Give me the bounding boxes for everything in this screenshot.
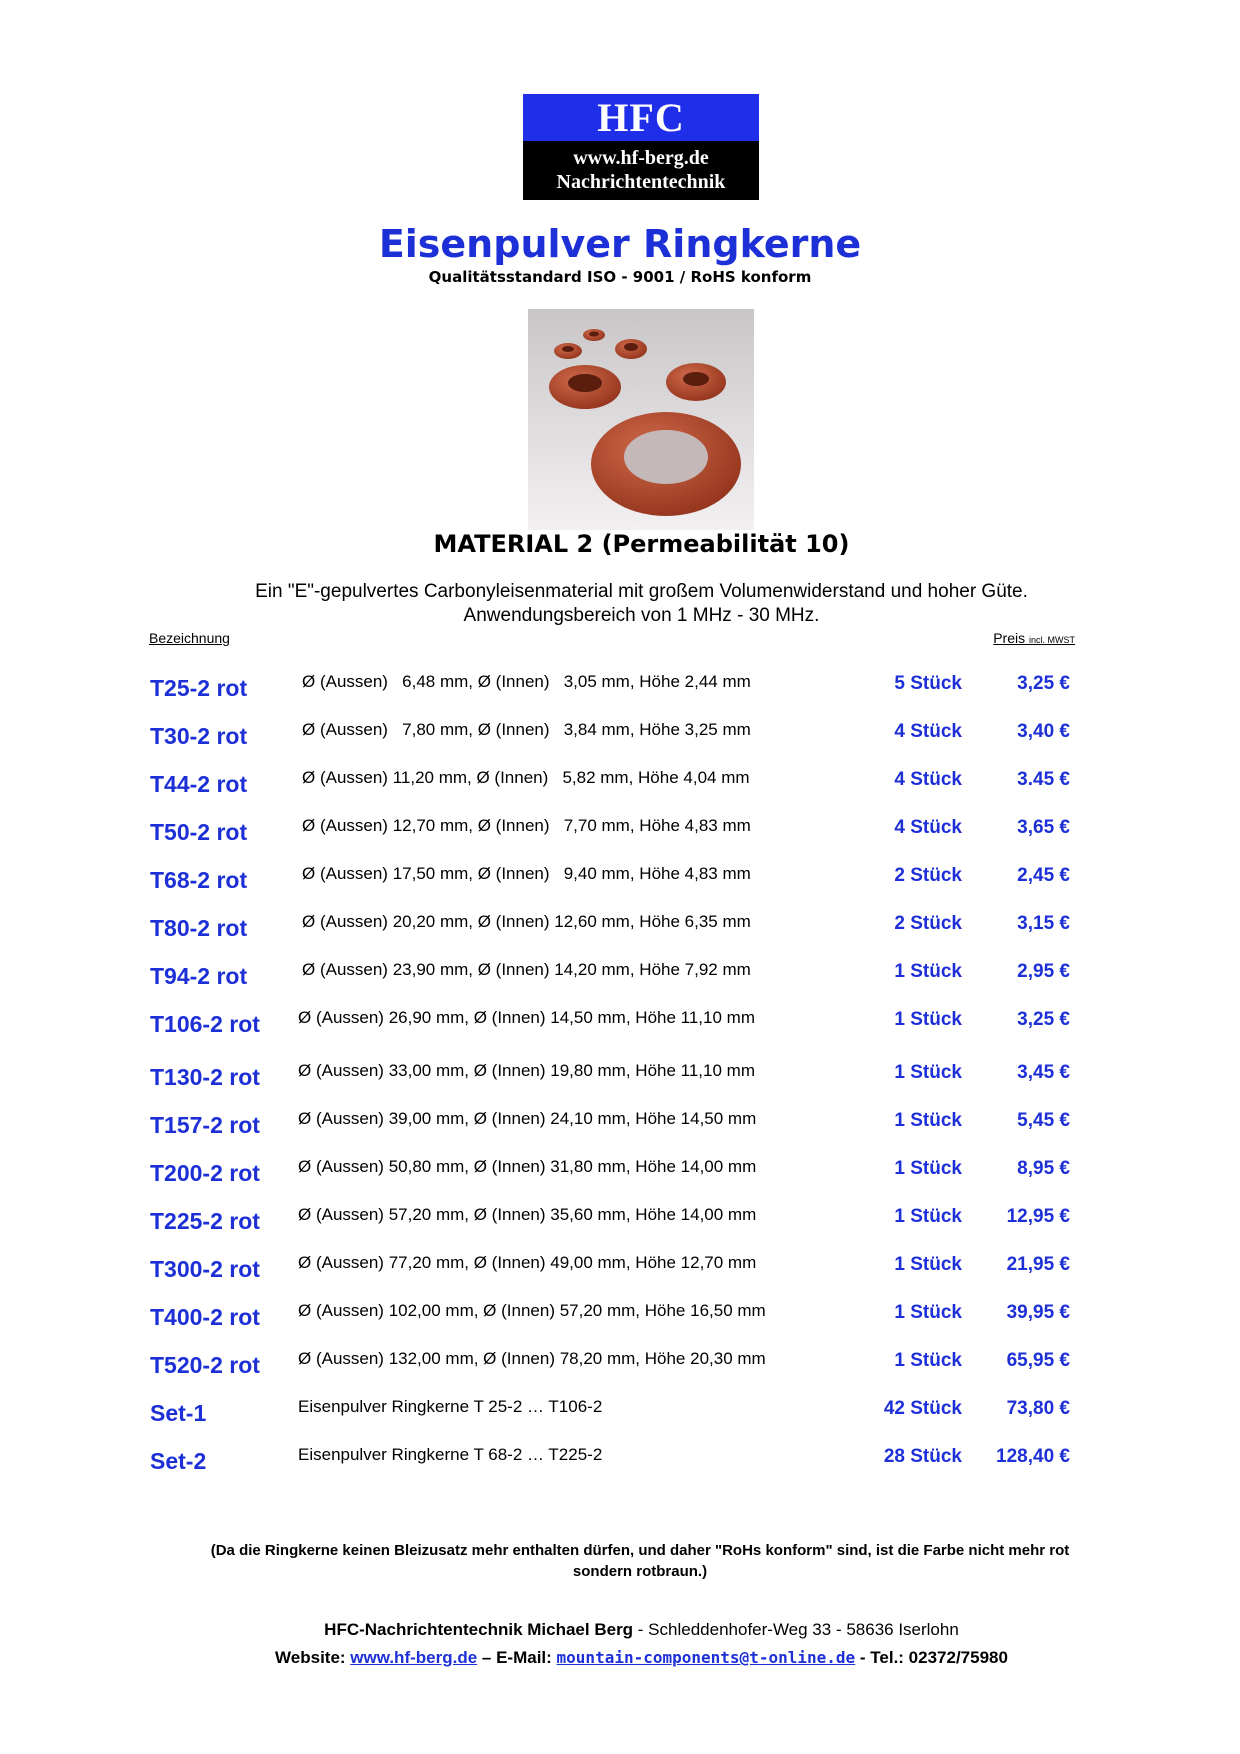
product-quantity: 1 Stück [894,1302,962,1323]
product-name: T50-2 rot [150,819,248,845]
product-quantity: 1 Stück [894,1206,962,1227]
table-row [0,912,1240,945]
note-line-1: (Da die Ringkerne keinen Bleizusatz mehr enthalten dürfen, und daher "RoHs konform" sind, ist die Farbe nicht mehr rot [210,1542,1070,1559]
product-price: 3,65 € [1017,817,1070,838]
footer-company: HFC-Nachrichtentechnik Michael Berg [324,1620,634,1639]
description-line-2: Anwendungsbereich von 1 MHz - 30 MHz. [463,605,820,626]
product-dimensions: Ø (Aussen) 23,90 mm, Ø (Innen) 14,20 mm, Höhe 7,92 mm [302,960,751,979]
product-dimensions: Ø (Aussen) 26,90 mm, Ø (Innen) 14,50 mm, Höhe 11,10 mm [298,1008,755,1027]
hfc-logo [523,94,759,200]
product-quantity: 1 Stück [894,961,962,982]
product-name: T80-2 rot [150,915,248,941]
product-quantity: 1 Stück [894,1254,962,1275]
product-dimensions: Ø (Aussen) 7,80 mm, Ø (Innen) 3,84 mm, Höhe 3,25 mm [302,720,751,739]
product-price: 3,25 € [1017,1009,1070,1030]
product-dimensions: Ø (Aussen) 12,70 mm, Ø (Innen) 7,70 mm, Höhe 4,83 mm [302,816,751,835]
material-heading: MATERIAL 2 (Permeabilität 10) [433,530,850,558]
product-name: T106-2 rot [150,1011,260,1037]
product-price: 12,95 € [1006,1206,1070,1227]
product-price: 5,45 € [1017,1110,1070,1131]
table-row [0,1445,1240,1478]
product-price: 2,45 € [1017,865,1070,886]
product-dimensions: Eisenpulver Ringkerne T 68-2 … T225-2 [298,1445,603,1464]
product-dimensions: Ø (Aussen) 50,80 mm, Ø (Innen) 31,80 mm, Höhe 14,00 mm [298,1157,757,1176]
phone: - Tel.: 02372/75980 [855,1648,1008,1667]
table-row [0,720,1240,753]
table-row [0,1301,1240,1334]
product-price: 128,40 € [996,1446,1070,1467]
product-price: 2,95 € [1017,961,1070,982]
table-row [0,1397,1240,1430]
product-price: 21,95 € [1006,1254,1070,1275]
product-price: 73,80 € [1006,1398,1070,1419]
product-quantity: 4 Stück [894,769,962,790]
product-price: 8,95 € [1017,1158,1070,1179]
rohs-note [150,1540,1130,1582]
product-dimensions: Ø (Aussen) 6,48 mm, Ø (Innen) 3,05 mm, Höhe 2,44 mm [302,672,751,691]
toroid-photo [528,309,754,530]
product-quantity: 1 Stück [894,1350,962,1371]
product-quantity: 2 Stück [894,865,962,886]
product-dimensions: Ø (Aussen) 33,00 mm, Ø (Innen) 19,80 mm, Höhe 11,10 mm [298,1061,755,1080]
product-quantity: 1 Stück [894,1158,962,1179]
product-quantity: 1 Stück [894,1062,962,1083]
product-quantity: 1 Stück [894,1009,962,1030]
table-row [0,960,1240,993]
table-row [0,816,1240,849]
product-dimensions: Ø (Aussen) 39,00 mm, Ø (Innen) 24,10 mm, Höhe 14,50 mm [298,1109,757,1128]
product-dimensions: Eisenpulver Ringkerne T 25-2 … T106-2 [298,1397,603,1416]
header-preis-note: incl. MWST [1029,635,1075,645]
product-price: 3.45 € [1017,769,1070,790]
product-quantity: 42 Stück [883,1398,962,1419]
product-name: T400-2 rot [150,1304,260,1330]
product-name: T30-2 rot [150,723,248,749]
product-price: 39,95 € [1006,1302,1070,1323]
website-link[interactable]: www.hf-berg.de [350,1648,478,1667]
header-bezeichnung: Bezeichnung [149,630,230,646]
product-quantity: 2 Stück [894,913,962,934]
table-row [0,1008,1240,1041]
note-line-2: sondern rotbraun.) [572,1563,708,1580]
email-label: – E-Mail: [477,1648,557,1667]
header-preis [993,630,1075,646]
table-row [0,1061,1240,1094]
material-description [0,580,1240,628]
product-name: T200-2 rot [150,1160,260,1186]
product-dimensions: Ø (Aussen) 17,50 mm, Ø (Innen) 9,40 mm, Höhe 4,83 mm [302,864,751,883]
table-row [0,768,1240,801]
product-quantity: 1 Stück [894,1110,962,1131]
product-name: T25-2 rot [150,675,248,701]
logo-tagline: Nachrichtentechnik [556,171,726,193]
product-dimensions: Ø (Aussen) 77,20 mm, Ø (Innen) 49,00 mm, Höhe 12,70 mm [298,1253,757,1272]
product-price: 3,45 € [1017,1062,1070,1083]
product-dimensions: Ø (Aussen) 11,20 mm, Ø (Innen) 5,82 mm, Höhe 4,04 mm [302,768,750,787]
product-price: 3,25 € [1017,673,1070,694]
product-name: T68-2 rot [150,867,248,893]
footer-contact [0,1648,1240,1668]
footer-address [0,1620,1240,1640]
product-dimensions: Ø (Aussen) 20,20 mm, Ø (Innen) 12,60 mm, Höhe 6,35 mm [302,912,751,931]
table-row [0,864,1240,897]
product-name: T94-2 rot [150,963,248,989]
product-quantity: 28 Stück [883,1446,962,1467]
footer-street: - Schleddenhofer-Weg 33 - 58636 Iserlohn [633,1620,959,1639]
website-label: Website: [275,1648,351,1667]
table-row [0,1253,1240,1286]
product-quantity: 4 Stück [894,817,962,838]
product-name: T225-2 rot [150,1208,260,1234]
product-dimensions: Ø (Aussen) 57,20 mm, Ø (Innen) 35,60 mm, Höhe 14,00 mm [298,1205,757,1224]
product-price: 3,15 € [1017,913,1070,934]
product-quantity: 5 Stück [894,673,962,694]
product-price: 65,95 € [1006,1350,1070,1371]
table-row [0,1109,1240,1142]
logo-text [523,141,759,200]
email-link[interactable]: mountain-components@t-online.de [556,1648,856,1667]
product-price: 3,40 € [1017,721,1070,742]
product-name: T130-2 rot [150,1064,260,1090]
page-subtitle: Qualitätsstandard ISO - 9001 / RoHS konform [428,268,812,286]
table-row [0,1157,1240,1190]
product-quantity: 4 Stück [894,721,962,742]
product-dimensions: Ø (Aussen) 132,00 mm, Ø (Innen) 78,20 mm, Höhe 20,30 mm [298,1349,766,1368]
table-row [0,1349,1240,1382]
header-preis-label: Preis [993,630,1026,646]
table-row [0,672,1240,705]
page-title: Eisenpulver Ringkerne [378,222,862,266]
product-name: T157-2 rot [150,1112,260,1138]
logo-url: www.hf-berg.de [573,147,709,169]
product-name: T300-2 rot [150,1256,260,1282]
description-line-1: Ein "E"-gepulvertes Carbonyleisenmaterial mit großem Volumenwiderstand und hoher Güte. [255,581,1028,602]
product-name: Set-1 [150,1400,207,1426]
table-row [0,1205,1240,1238]
product-name: T520-2 rot [150,1352,260,1378]
product-name: Set-2 [150,1448,207,1474]
product-dimensions: Ø (Aussen) 102,00 mm, Ø (Innen) 57,20 mm, Höhe 16,50 mm [298,1301,766,1320]
product-name: T44-2 rot [150,771,248,797]
logo-title: HFC [523,94,759,141]
